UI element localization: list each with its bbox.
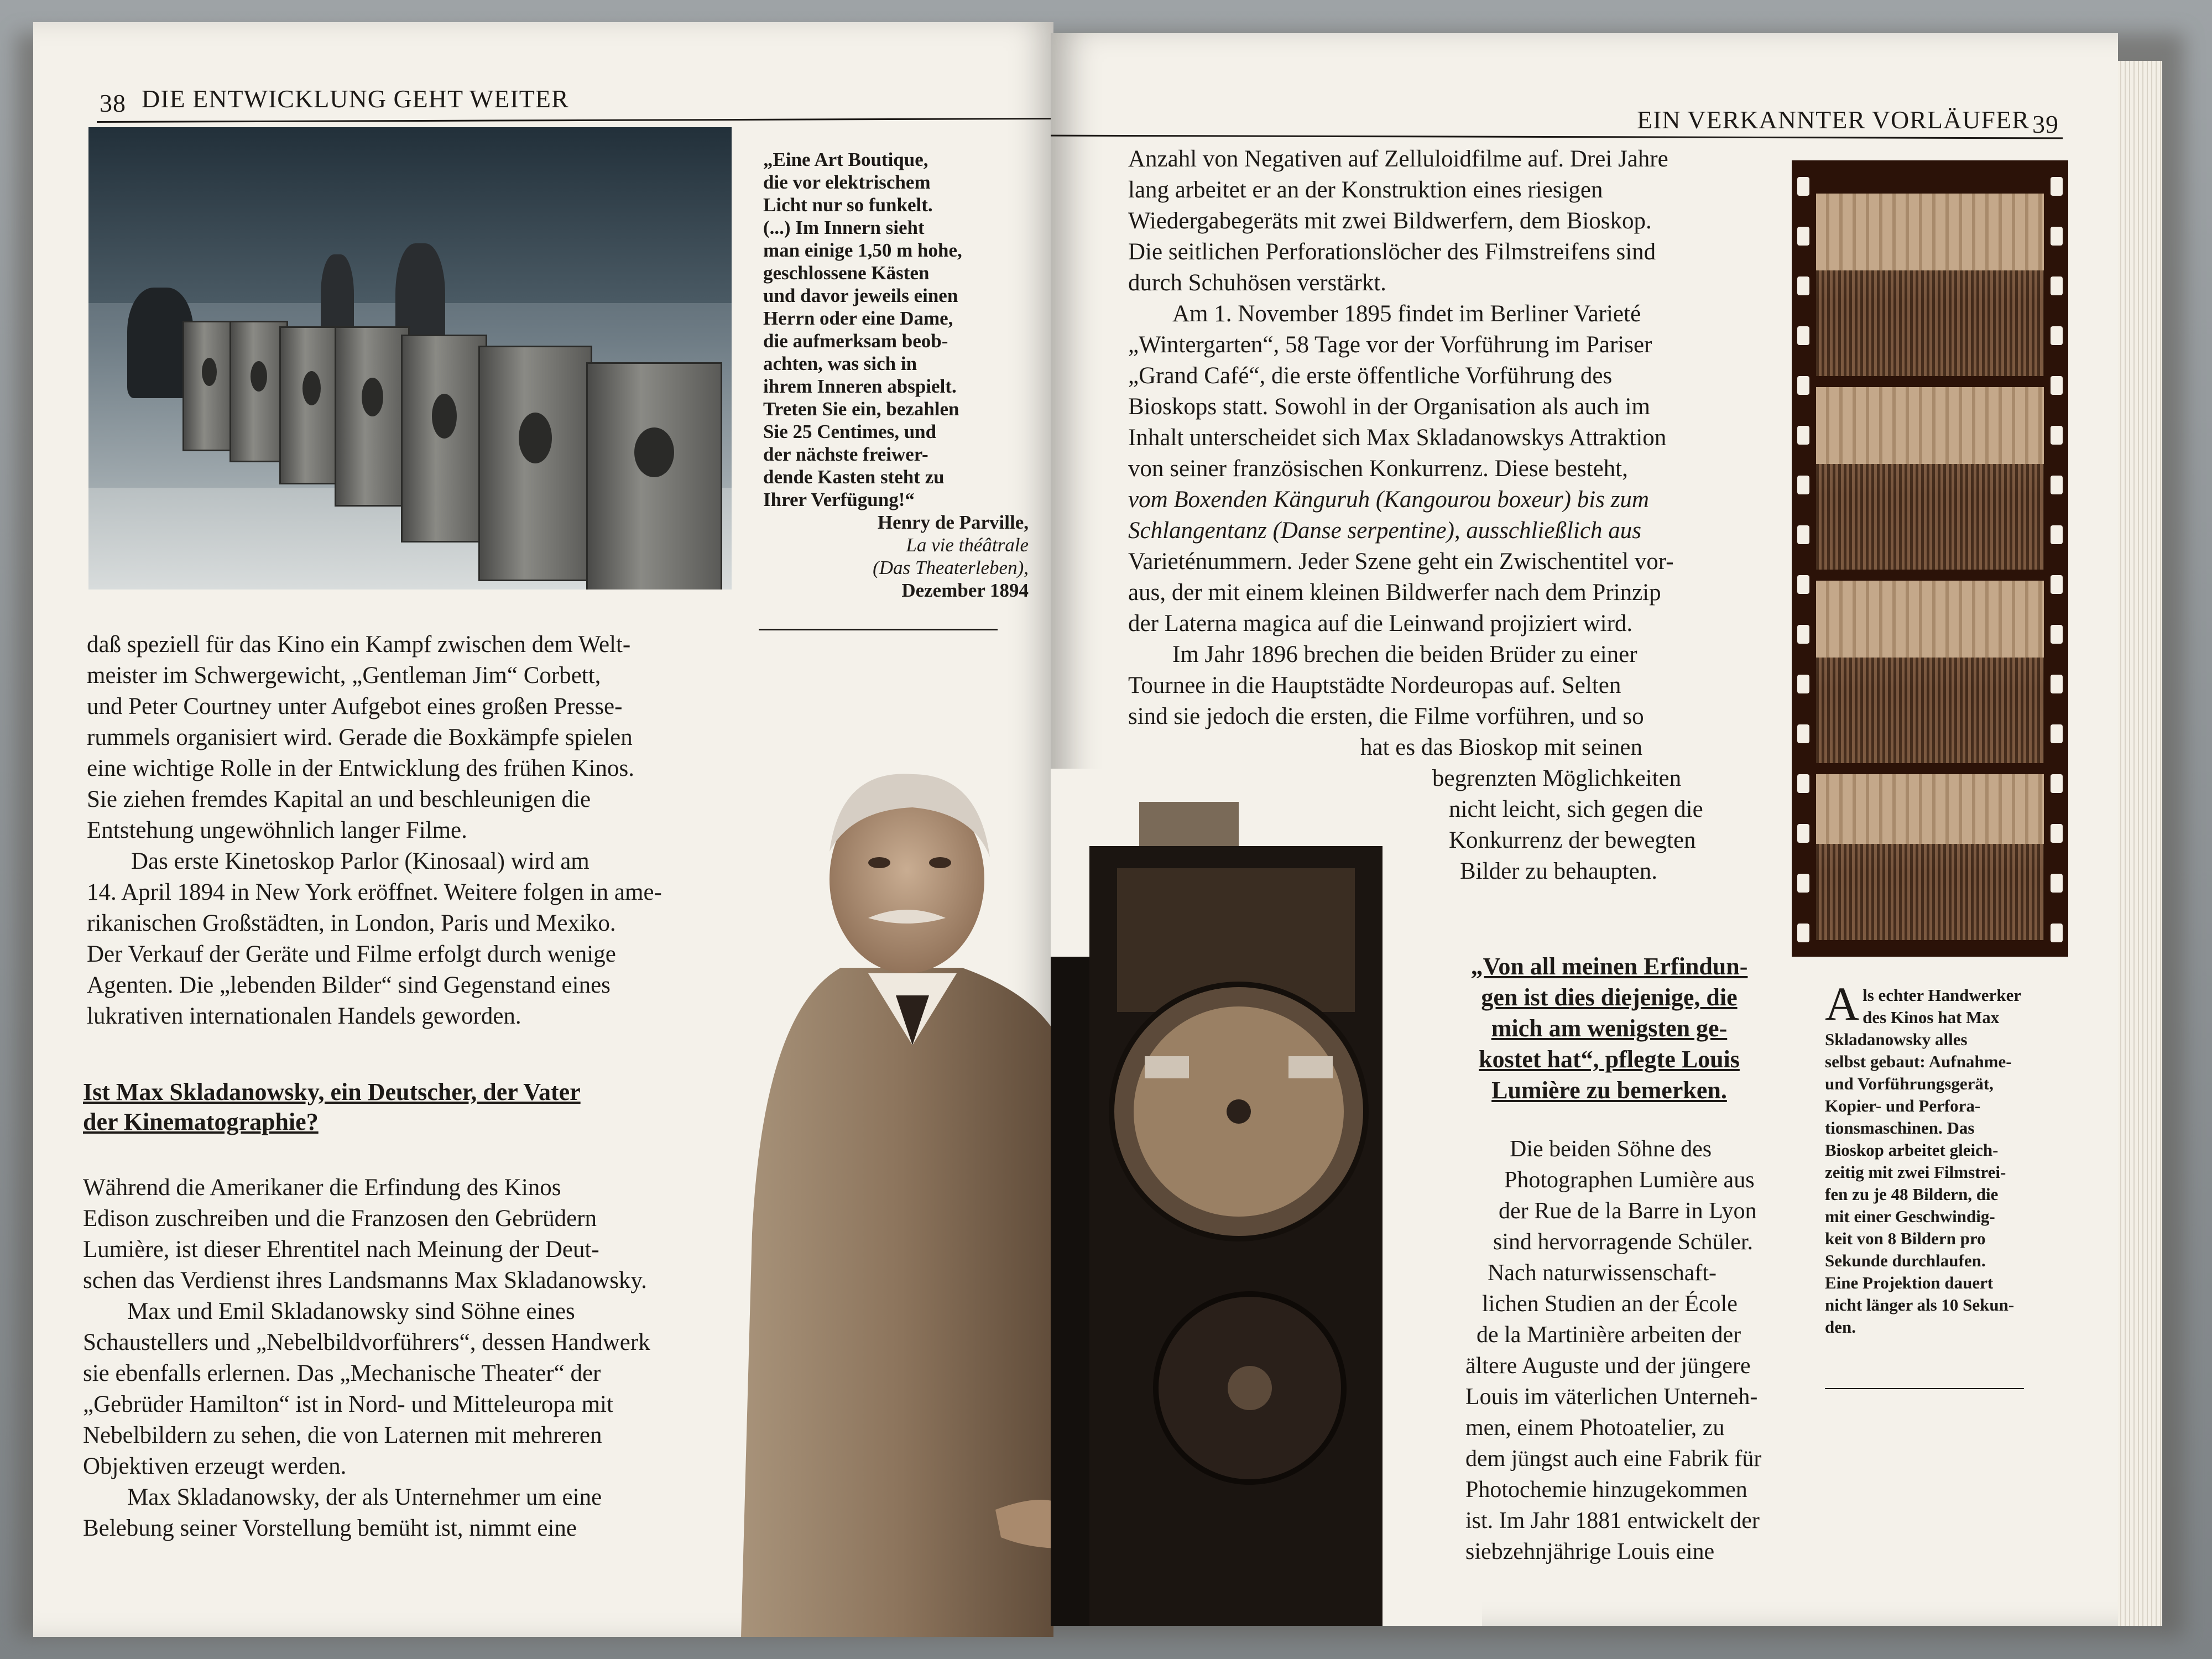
text-line: durch Schuhösen verstärkt. — [1128, 270, 1386, 296]
text-line: vom Boxenden Känguruh (Kangourou boxeur) bis zum — [1128, 487, 1649, 513]
quote-line: die vor elektrischem — [763, 171, 931, 193]
text-line: rummels organisiert wird. Gerade die Boxkämpfe spielen — [87, 724, 633, 750]
left-body-paragraph-1 — [87, 629, 778, 1032]
text-line: men, einem Photoatelier, zu — [1465, 1415, 1725, 1441]
text-line: Der Verkauf der Geräte und Filme erfolgt durch wenige — [87, 941, 616, 967]
lumiere-paragraph — [1465, 1134, 1786, 1567]
text-line: Schlangentanz (Danse serpentine), ausschließlich aus — [1128, 518, 1641, 544]
text-line: begrenzten Möglichkeiten — [1432, 765, 1682, 791]
kinetoscope-machine — [335, 326, 410, 507]
text-line: hat es das Bioskop mit seinen — [1360, 734, 1642, 760]
bioskop-projector-illustration — [1051, 769, 1482, 1626]
film-strip — [1792, 160, 2068, 957]
text-line: sind sie jedoch die ersten, die Filme vorführen, und so — [1128, 703, 1644, 729]
text-line: 14. April 1894 in New York eröffnet. Weitere folgen in ame- — [87, 879, 662, 905]
text-line: lukrativen internationalen Handels geworden. — [87, 1003, 521, 1029]
quote-line: und davor jeweils einen — [763, 285, 958, 306]
page-edges — [2112, 61, 2162, 1626]
text-line: rikanischen Großstädten, in London, Paris und Mexiko. — [87, 910, 616, 936]
text-line: Die beiden Söhne des — [1510, 1136, 1712, 1162]
text-line: Bioskops statt. Sowohl in der Organisation als auch im — [1128, 394, 1650, 420]
quote-line: der nächste freiwer- — [763, 444, 928, 465]
caption-line: zeitig mit zwei Filmstrei- — [1825, 1162, 2006, 1182]
text-line: Im Jahr 1896 brechen die beiden Brüder zu einer — [1172, 641, 1637, 667]
section-heading-skladanowsky — [83, 1077, 747, 1137]
caption-line: Eine Projektion dauert — [1825, 1273, 1994, 1292]
caption-line: keit von 8 Bildern pro — [1825, 1229, 1986, 1248]
text-line: Während die Amerikaner die Erfindung des Kinos — [83, 1175, 561, 1201]
left-page-number: 38 — [100, 89, 126, 117]
max-skladanowsky-portrait — [730, 735, 1053, 1637]
text-line: Sie ziehen fremdes Kapital an und beschleunigen die — [87, 786, 591, 812]
caption-line: Bioskop arbeitet gleich- — [1825, 1140, 1999, 1160]
text-line: sind hervorragende Schüler. — [1493, 1229, 1754, 1255]
text-line: ist. Im Jahr 1881 entwickelt der — [1465, 1508, 1760, 1533]
text-line: sie ebenfalls erlernen. Das „Mechanische Theater“ der — [83, 1360, 601, 1386]
quote-line: Licht nur so funkelt. — [763, 194, 933, 216]
text-line: „Wintergarten“, 58 Tage vor der Vorführung im Pariser — [1128, 332, 1652, 358]
text-line: der Laterna magica auf die Leinwand projiziert wird. — [1128, 611, 1633, 637]
text-line: Am 1. November 1895 findet im Berliner Varieté — [1172, 301, 1641, 327]
text-line: Nach naturwissenschaft- — [1488, 1260, 1717, 1286]
left-head-rule — [97, 118, 1053, 123]
quote-author: Henry de Parville, — [877, 512, 1029, 533]
text-line: von seiner französischen Konkurrenz. Diese besteht, — [1128, 456, 1628, 482]
caption-dropcap: A — [1825, 977, 1860, 1030]
quote-line: Treten Sie ein, bezahlen — [763, 398, 959, 420]
film-frame — [1816, 194, 2044, 376]
caption-line: ls echter Handwerker — [1863, 985, 2022, 1005]
right-running-title: EIN VERKANNTER VORLÄUFER — [1637, 106, 2030, 134]
pull-quote-line: mich am wenigsten ge- — [1491, 1015, 1728, 1042]
right-page-number: 39 — [2032, 110, 2059, 138]
right-page — [1051, 33, 2118, 1626]
film-frame — [1816, 774, 2044, 940]
text-line: Agenten. Die „lebenden Bilder“ sind Gegenstand eines — [87, 972, 611, 998]
caption-line: mit einer Geschwindig- — [1825, 1207, 1995, 1226]
text-line: Die seitlichen Perforationslöcher des Filmstreifens sind — [1128, 239, 1656, 265]
caption-line: Sekunde durchlaufen. — [1825, 1251, 1986, 1270]
text-line: Schaustellers und „Nebelbildvorführers“, dessen Handwerk — [83, 1329, 650, 1355]
caption-rule — [1825, 1388, 2024, 1389]
text-line: ältere Auguste und der jüngere — [1465, 1353, 1751, 1379]
text-line: Das erste Kinetoskop Parlor (Kinosaal) wird am — [131, 848, 589, 874]
text-line: Louis im väterlichen Unterneh- — [1465, 1384, 1758, 1410]
text-line: Anzahl von Negativen auf Zelluloidfilme auf. Drei Jahre — [1128, 146, 1668, 172]
caption-line: den. — [1825, 1317, 1856, 1337]
text-line: Objektiven erzeugt werden. — [83, 1453, 347, 1479]
text-line: Max Skladanowsky, der als Unternehmer um eine — [127, 1484, 602, 1510]
text-line: eine wichtige Rolle in der Entwicklung des frühen Kinos. — [87, 755, 634, 781]
left-running-title: DIE ENTWICKLUNG GEHT WEITER — [142, 85, 569, 113]
kinetoscope-machine — [279, 326, 343, 484]
text-line: de la Martinière arbeiten der — [1477, 1322, 1741, 1348]
kinetoscope-machine — [478, 346, 592, 581]
heading-line: Ist Max Skladanowsky, ein Deutscher, der Vater — [83, 1078, 581, 1105]
right-body-paragraphs — [1128, 144, 1792, 887]
text-line: Lumière, ist dieser Ehrentitel nach Meinung der Deut- — [83, 1237, 599, 1262]
text-line: lichen Studien an der École — [1482, 1291, 1738, 1317]
text-line: Varieténummern. Jeder Szene geht ein Zwischentitel vor- — [1128, 549, 1674, 575]
quote-line: „Eine Art Boutique, — [763, 149, 928, 170]
caption-line: tionsmaschinen. Das — [1825, 1118, 1975, 1138]
caption-line: und Vorführungsgerät, — [1825, 1074, 1994, 1093]
text-line: „Grand Café“, die erste öffentliche Vorführung des — [1128, 363, 1613, 389]
text-line: Konkurrenz der bewegten — [1449, 827, 1696, 853]
text-line: nicht leicht, sich gegen die — [1449, 796, 1703, 822]
kinetoscope-machine — [401, 335, 487, 542]
text-line: „Gebrüder Hamilton“ ist in Nord- und Mitteleuropa mit — [83, 1391, 613, 1417]
film-frame — [1816, 387, 2044, 570]
skladanowsky-caption — [1825, 977, 2057, 1338]
text-line: daß speziell für das Kino ein Kampf zwischen dem Welt- — [87, 632, 631, 658]
quote-line: geschlossene Kästen — [763, 262, 930, 284]
text-line: lang arbeitet er an der Konstruktion eines riesigen — [1128, 177, 1603, 203]
quote-line: dende Kasten steht zu — [763, 466, 945, 488]
pull-quote-line: kostet hat“, pflegte Louis — [1479, 1046, 1740, 1073]
text-line: dem jüngst auch eine Fabrik für — [1465, 1446, 1762, 1472]
parville-quote — [763, 148, 1029, 602]
quote-line: die aufmerksam beob- — [763, 330, 948, 352]
text-line: Nebelbildern zu sehen, die von Laternen mit mehreren — [83, 1422, 602, 1448]
text-line: Inhalt unterscheidet sich Max Skladanowskys Attraktion — [1128, 425, 1667, 451]
quote-line: Sie 25 Centimes, und — [763, 421, 937, 442]
caption-line: des Kinos hat Max — [1863, 1008, 2000, 1027]
quote-work-translation: (Das Theaterleben), — [873, 557, 1029, 578]
quote-work: La vie théâtrale — [906, 534, 1029, 556]
text-line: Wiedergabegeräts mit zwei Bildwerfern, dem Bioskop. — [1128, 208, 1652, 234]
quote-line: (...) Im Innern sieht — [763, 217, 925, 238]
text-line: aus, der mit einem kleinen Bildwerfer nach dem Prinzip — [1128, 580, 1661, 606]
caption-line: Skladanowsky alles — [1825, 1030, 1968, 1049]
text-line: und Peter Courtney unter Aufgebot eines großen Presse- — [87, 693, 623, 719]
pull-quote-line: gen ist dies diejenige, die — [1481, 984, 1738, 1011]
heading-line: der Kinematographie? — [83, 1108, 319, 1135]
quote-rule — [759, 629, 998, 630]
text-line: Edison zuschreiben und die Franzosen den Gebrüdern — [83, 1206, 597, 1232]
text-line: meister im Schwergewicht, „Gentleman Jim“ Corbett, — [87, 662, 601, 688]
left-body-paragraph-3 — [83, 1172, 774, 1544]
text-line: Bilder zu behaupten. — [1460, 858, 1658, 884]
quote-line: ihrem Inneren abspielt. — [763, 375, 957, 397]
left-page — [33, 22, 1053, 1637]
text-line: Photochemie hinzugekommen — [1465, 1477, 1747, 1503]
pull-quote-line: „Von all meinen Erfindun- — [1470, 953, 1748, 980]
caption-line: selbst gebaut: Aufnahme- — [1825, 1052, 2012, 1071]
kinetoscope-parlor-photo — [88, 127, 732, 589]
caption-line: Kopier- und Perfora- — [1825, 1096, 1981, 1115]
text-line: Photographen Lumière aus — [1504, 1167, 1755, 1193]
quote-line: Herrn oder eine Dame, — [763, 307, 953, 329]
kinetoscope-machine — [182, 321, 236, 451]
caption-line: fen zu je 48 Bildern, die — [1825, 1185, 1999, 1204]
text-line: siebzehnjährige Louis eine — [1465, 1539, 1715, 1564]
quote-line: man einige 1,50 m hohe, — [763, 239, 962, 261]
text-line: schen das Verdienst ihres Landsmanns Max Skladanowsky. — [83, 1267, 647, 1293]
quote-date: Dezember 1894 — [901, 580, 1029, 601]
text-line: der Rue de la Barre in Lyon — [1499, 1198, 1757, 1224]
pull-quote-line: Lumière zu bemerken. — [1491, 1077, 1727, 1104]
lumiere-pull-quote — [1449, 951, 1770, 1106]
text-line: Max und Emil Skladanowsky sind Söhne eines — [127, 1298, 575, 1324]
kinetoscope-machine — [586, 362, 722, 589]
quote-line: achten, was sich in — [763, 353, 917, 374]
quote-line: Ihrer Verfügung!“ — [763, 489, 915, 510]
text-line: Tournee in die Hauptstädte Nordeuropas auf. Selten — [1128, 672, 1621, 698]
caption-line: nicht länger als 10 Sekun- — [1825, 1295, 2015, 1314]
text-line: Entstehung ungewöhnlich langer Filme. — [87, 817, 467, 843]
text-line: Belebung seiner Vorstellung bemüht ist, nimmt eine — [83, 1515, 577, 1541]
film-frame — [1816, 581, 2044, 763]
right-head-rule — [1051, 135, 2063, 139]
